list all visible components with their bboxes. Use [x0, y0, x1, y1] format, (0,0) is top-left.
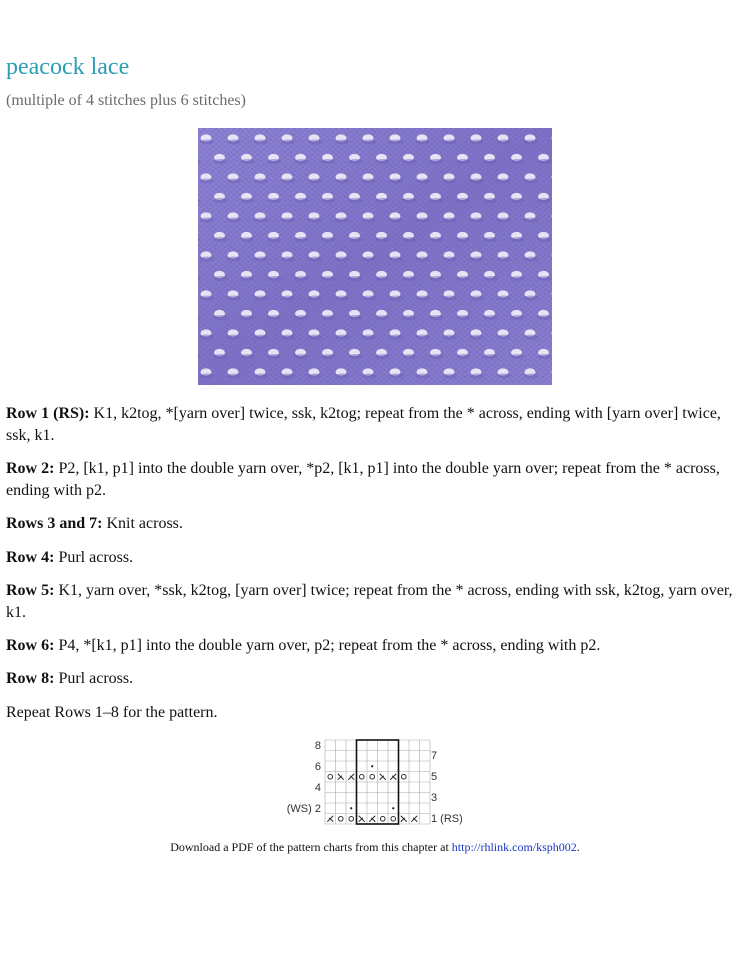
eyelet-shadow	[349, 276, 363, 281]
eyelet-shadow	[389, 374, 403, 379]
eyelet-shadow	[362, 218, 376, 223]
eyelet-shadow	[484, 198, 498, 203]
eyelet-shadow	[322, 276, 336, 281]
eyelet-shadow	[470, 374, 484, 379]
stitch-chart	[283, 734, 483, 830]
eyelet-shadow	[484, 159, 498, 164]
instruction-row-6	[6, 635, 746, 657]
eyelet-shadow	[254, 179, 268, 184]
eyelet-shadow	[295, 237, 309, 242]
eyelet-shadow	[254, 218, 268, 223]
eyelet-shadow	[281, 335, 295, 340]
row-text: K1, k2tog, *[yarn over] twice, ssk, k2tog; repeat from the * across, ending with [yarn over] twice, ssk, k1.	[6, 405, 721, 444]
eyelet-shadow	[308, 296, 322, 301]
instruction-rows-3-7	[6, 513, 746, 535]
eyelet-shadow	[470, 257, 484, 262]
eyelet-shadow	[241, 354, 255, 359]
eyelet-shadow	[362, 140, 376, 145]
eyelet-shadow	[308, 335, 322, 340]
eyelet-shadow	[308, 179, 322, 184]
eyelet-shadow	[524, 140, 538, 145]
eyelet-shadow	[295, 276, 309, 281]
eyelet-shadow	[403, 237, 417, 242]
eyelet-shadow	[511, 159, 525, 164]
footer-text: Download a PDF of the pattern charts from this chapter at	[170, 840, 452, 854]
eyelet-shadow	[430, 354, 444, 359]
eyelet-shadow	[322, 354, 336, 359]
eyelet-shadow	[200, 179, 214, 184]
eyelet-shadow	[349, 198, 363, 203]
knitted-lace-swatch-image	[198, 128, 552, 385]
eyelet-shadow	[457, 354, 471, 359]
eyelet-shadow	[416, 179, 430, 184]
eyelet-shadow	[524, 374, 538, 379]
eyelet-shadow	[538, 198, 552, 203]
eyelet-shadow	[497, 335, 511, 340]
eyelet-shadow	[497, 296, 511, 301]
eyelet-shadow	[322, 159, 336, 164]
eyelet-shadow	[200, 374, 214, 379]
eyelet-shadow	[214, 354, 228, 359]
yarn-over-symbol	[328, 774, 333, 779]
eyelet-shadow	[524, 257, 538, 262]
eyelet-shadow	[308, 257, 322, 262]
yarn-over-symbol	[380, 816, 385, 821]
eyelet-shadow	[214, 237, 228, 242]
eyelet-shadow	[227, 257, 241, 262]
eyelet-shadow	[227, 374, 241, 379]
eyelet-shadow	[241, 315, 255, 320]
eyelet-shadow	[389, 257, 403, 262]
eyelet-shadow	[214, 198, 228, 203]
eyelet-shadow	[443, 335, 457, 340]
eyelet-shadow	[281, 218, 295, 223]
eyelet-shadow	[241, 237, 255, 242]
eyelet-shadow	[403, 198, 417, 203]
chart-right-label-5: 5	[431, 771, 438, 783]
instruction-row-5	[6, 580, 746, 624]
eyelet-shadow	[308, 374, 322, 379]
eyelet-shadow	[227, 335, 241, 340]
eyelet-shadow	[457, 276, 471, 281]
eyelet-shadow	[227, 179, 241, 184]
eyelet-shadow	[484, 237, 498, 242]
eyelet-shadow	[443, 257, 457, 262]
eyelet-shadow	[389, 296, 403, 301]
eyelet-shadow	[538, 237, 552, 242]
yarn-over-symbol	[359, 774, 364, 779]
eyelet-shadow	[322, 198, 336, 203]
footer-end: .	[576, 840, 580, 854]
download-footer	[0, 840, 750, 855]
yarn-over-symbol	[391, 816, 396, 821]
eyelet-shadow	[376, 354, 390, 359]
eyelet-shadow	[538, 276, 552, 281]
eyelet-shadow	[362, 335, 376, 340]
knitted-lace-swatch-icon	[198, 128, 552, 385]
eyelet-shadow	[308, 218, 322, 223]
eyelet-shadow	[470, 140, 484, 145]
row-label: Row 5:	[6, 582, 55, 599]
yarn-over-symbol	[401, 774, 406, 779]
eyelet-shadow	[268, 159, 282, 164]
eyelet-shadow	[308, 140, 322, 145]
eyelet-shadow	[403, 159, 417, 164]
pattern-title: peacock lace	[6, 54, 130, 80]
chart-right-label-1: 1 (RS)	[431, 813, 463, 825]
eyelet-shadow	[349, 315, 363, 320]
eyelet-shadow	[416, 257, 430, 262]
eyelet-shadow	[511, 276, 525, 281]
eyelet-shadow	[227, 140, 241, 145]
stitch-chart-grid	[283, 734, 483, 830]
eyelet-shadow	[443, 218, 457, 223]
eyelet-shadow	[389, 335, 403, 340]
eyelet-shadow	[214, 276, 228, 281]
eyelet-shadow	[268, 237, 282, 242]
eyelet-shadow	[349, 237, 363, 242]
eyelet-shadow	[497, 179, 511, 184]
eyelet-shadow	[227, 218, 241, 223]
eyelet-shadow	[268, 315, 282, 320]
row-text: K1, yarn over, *ssk, k2tog, [yarn over] twice; repeat from the * across, ending with ssk, k2tog, yarn over, k1.	[6, 582, 733, 621]
yarn-over-symbol	[349, 816, 354, 821]
eyelet-shadow	[335, 296, 349, 301]
eyelet-shadow	[214, 159, 228, 164]
eyelet-shadow	[511, 198, 525, 203]
eyelet-shadow	[335, 257, 349, 262]
eyelet-shadow	[457, 198, 471, 203]
eyelet-shadow	[524, 335, 538, 340]
eyelet-shadow	[497, 257, 511, 262]
eyelet-shadow	[430, 315, 444, 320]
eyelet-shadow	[200, 296, 214, 301]
eyelet-shadow	[511, 315, 525, 320]
eyelet-shadow	[511, 354, 525, 359]
yarn-over-symbol	[370, 774, 375, 779]
eyelet-shadow	[457, 159, 471, 164]
row-label: Row 8:	[6, 670, 55, 687]
eyelet-shadow	[443, 140, 457, 145]
eyelet-shadow	[497, 218, 511, 223]
eyelet-shadow	[470, 296, 484, 301]
eyelet-shadow	[281, 140, 295, 145]
eyelet-shadow	[389, 218, 403, 223]
eyelet-shadow	[538, 159, 552, 164]
eyelet-shadow	[349, 354, 363, 359]
row-text: Purl across.	[54, 670, 134, 687]
eyelet-shadow	[524, 296, 538, 301]
eyelet-shadow	[349, 159, 363, 164]
purl-dot-symbol	[350, 807, 352, 809]
chart-right-label-3: 3	[431, 792, 438, 804]
eyelet-shadow	[376, 315, 390, 320]
eyelet-shadow	[416, 140, 430, 145]
eyelet-shadow	[484, 276, 498, 281]
row-text: Purl across.	[54, 549, 134, 566]
eyelet-shadow	[416, 218, 430, 223]
chart-left-label-8: 8	[314, 740, 321, 752]
eyelet-shadow	[457, 237, 471, 242]
eyelet-shadow	[443, 179, 457, 184]
eyelet-shadow	[227, 296, 241, 301]
chart-left-label-2: (WS) 2	[286, 803, 321, 815]
instruction-row-1	[6, 403, 746, 447]
eyelet-shadow	[443, 374, 457, 379]
eyelet-shadow	[281, 179, 295, 184]
eyelet-shadow	[470, 218, 484, 223]
eyelet-shadow	[362, 296, 376, 301]
eyelet-shadow	[538, 315, 552, 320]
repeat-note: Repeat Rows 1–8 for the pattern.	[6, 704, 218, 721]
eyelet-shadow	[200, 140, 214, 145]
eyelet-shadow	[430, 276, 444, 281]
row-label: Row 1 (RS):	[6, 405, 90, 422]
eyelet-shadow	[511, 237, 525, 242]
eyelet-shadow	[524, 218, 538, 223]
eyelet-shadow	[362, 179, 376, 184]
eyelet-shadow	[484, 354, 498, 359]
row-text: P2, [k1, p1] into the double yarn over, *p2, [k1, p1] into the double yarn over; repeat from the * across, ending with p2.	[6, 460, 720, 499]
eyelet-shadow	[254, 335, 268, 340]
eyelet-shadow	[268, 198, 282, 203]
eyelet-shadow	[335, 218, 349, 223]
eyelet-shadow	[214, 315, 228, 320]
eyelet-shadow	[362, 374, 376, 379]
yarn-over-symbol	[338, 816, 343, 821]
instruction-row-8	[6, 668, 746, 690]
eyelet-shadow	[241, 159, 255, 164]
eyelet-shadow	[241, 198, 255, 203]
eyelet-shadow	[335, 140, 349, 145]
eyelet-shadow	[335, 335, 349, 340]
chart-left-label-4: 4	[314, 782, 321, 794]
pattern-subtitle: (multiple of 4 stitches plus 6 stitches)	[6, 92, 246, 109]
chart-left-label-6: 6	[314, 761, 321, 773]
eyelet-shadow	[403, 315, 417, 320]
row-label: Row 6:	[6, 637, 55, 654]
download-link[interactable]: http://rhlink.com/ksph002	[451, 840, 577, 854]
eyelet-shadow	[457, 315, 471, 320]
row-text: Knit across.	[102, 515, 183, 532]
purl-dot-symbol	[371, 765, 373, 767]
eyelet-shadow	[322, 315, 336, 320]
row-label: Row 2:	[6, 460, 55, 477]
eyelet-shadow	[241, 276, 255, 281]
eyelet-shadow	[430, 159, 444, 164]
eyelet-shadow	[335, 179, 349, 184]
eyelet-shadow	[200, 257, 214, 262]
eyelet-shadow	[416, 374, 430, 379]
eyelet-shadow	[389, 140, 403, 145]
eyelet-shadow	[254, 257, 268, 262]
eyelet-shadow	[335, 374, 349, 379]
eyelet-shadow	[268, 354, 282, 359]
eyelet-shadow	[322, 237, 336, 242]
purl-dot-symbol	[392, 807, 394, 809]
eyelet-shadow	[376, 237, 390, 242]
eyelet-shadow	[362, 257, 376, 262]
eyelet-shadow	[403, 354, 417, 359]
eyelet-shadow	[268, 276, 282, 281]
instruction-row-2	[6, 458, 746, 502]
eyelet-shadow	[416, 296, 430, 301]
eyelet-shadow	[254, 140, 268, 145]
eyelet-shadow	[470, 335, 484, 340]
chart-right-label-7: 7	[431, 750, 438, 762]
eyelet-shadow	[430, 237, 444, 242]
eyelet-shadow	[416, 335, 430, 340]
row-label: Row 4:	[6, 549, 55, 566]
eyelet-shadow	[403, 276, 417, 281]
eyelet-shadow	[281, 296, 295, 301]
eyelet-shadow	[430, 198, 444, 203]
eyelet-shadow	[524, 179, 538, 184]
eyelet-shadow	[281, 257, 295, 262]
eyelet-shadow	[389, 179, 403, 184]
eyelet-shadow	[484, 315, 498, 320]
eyelet-shadow	[295, 198, 309, 203]
eyelet-shadow	[254, 296, 268, 301]
eyelet-shadow	[254, 374, 268, 379]
eyelet-shadow	[470, 179, 484, 184]
eyelet-shadow	[538, 354, 552, 359]
eyelet-shadow	[497, 140, 511, 145]
eyelet-shadow	[376, 159, 390, 164]
eyelet-shadow	[200, 335, 214, 340]
eyelet-shadow	[376, 198, 390, 203]
eyelet-shadow	[376, 276, 390, 281]
eyelet-shadow	[200, 218, 214, 223]
eyelet-shadow	[295, 159, 309, 164]
eyelet-shadow	[497, 374, 511, 379]
eyelet-shadow	[281, 374, 295, 379]
row-label: Rows 3 and 7:	[6, 515, 103, 532]
row-text: P4, *[k1, p1] into the double yarn over, p2; repeat from the * across, ending with p2.	[54, 637, 601, 654]
eyelet-shadow	[295, 315, 309, 320]
instruction-row-4	[6, 547, 746, 569]
eyelet-shadow	[443, 296, 457, 301]
eyelet-shadow	[295, 354, 309, 359]
